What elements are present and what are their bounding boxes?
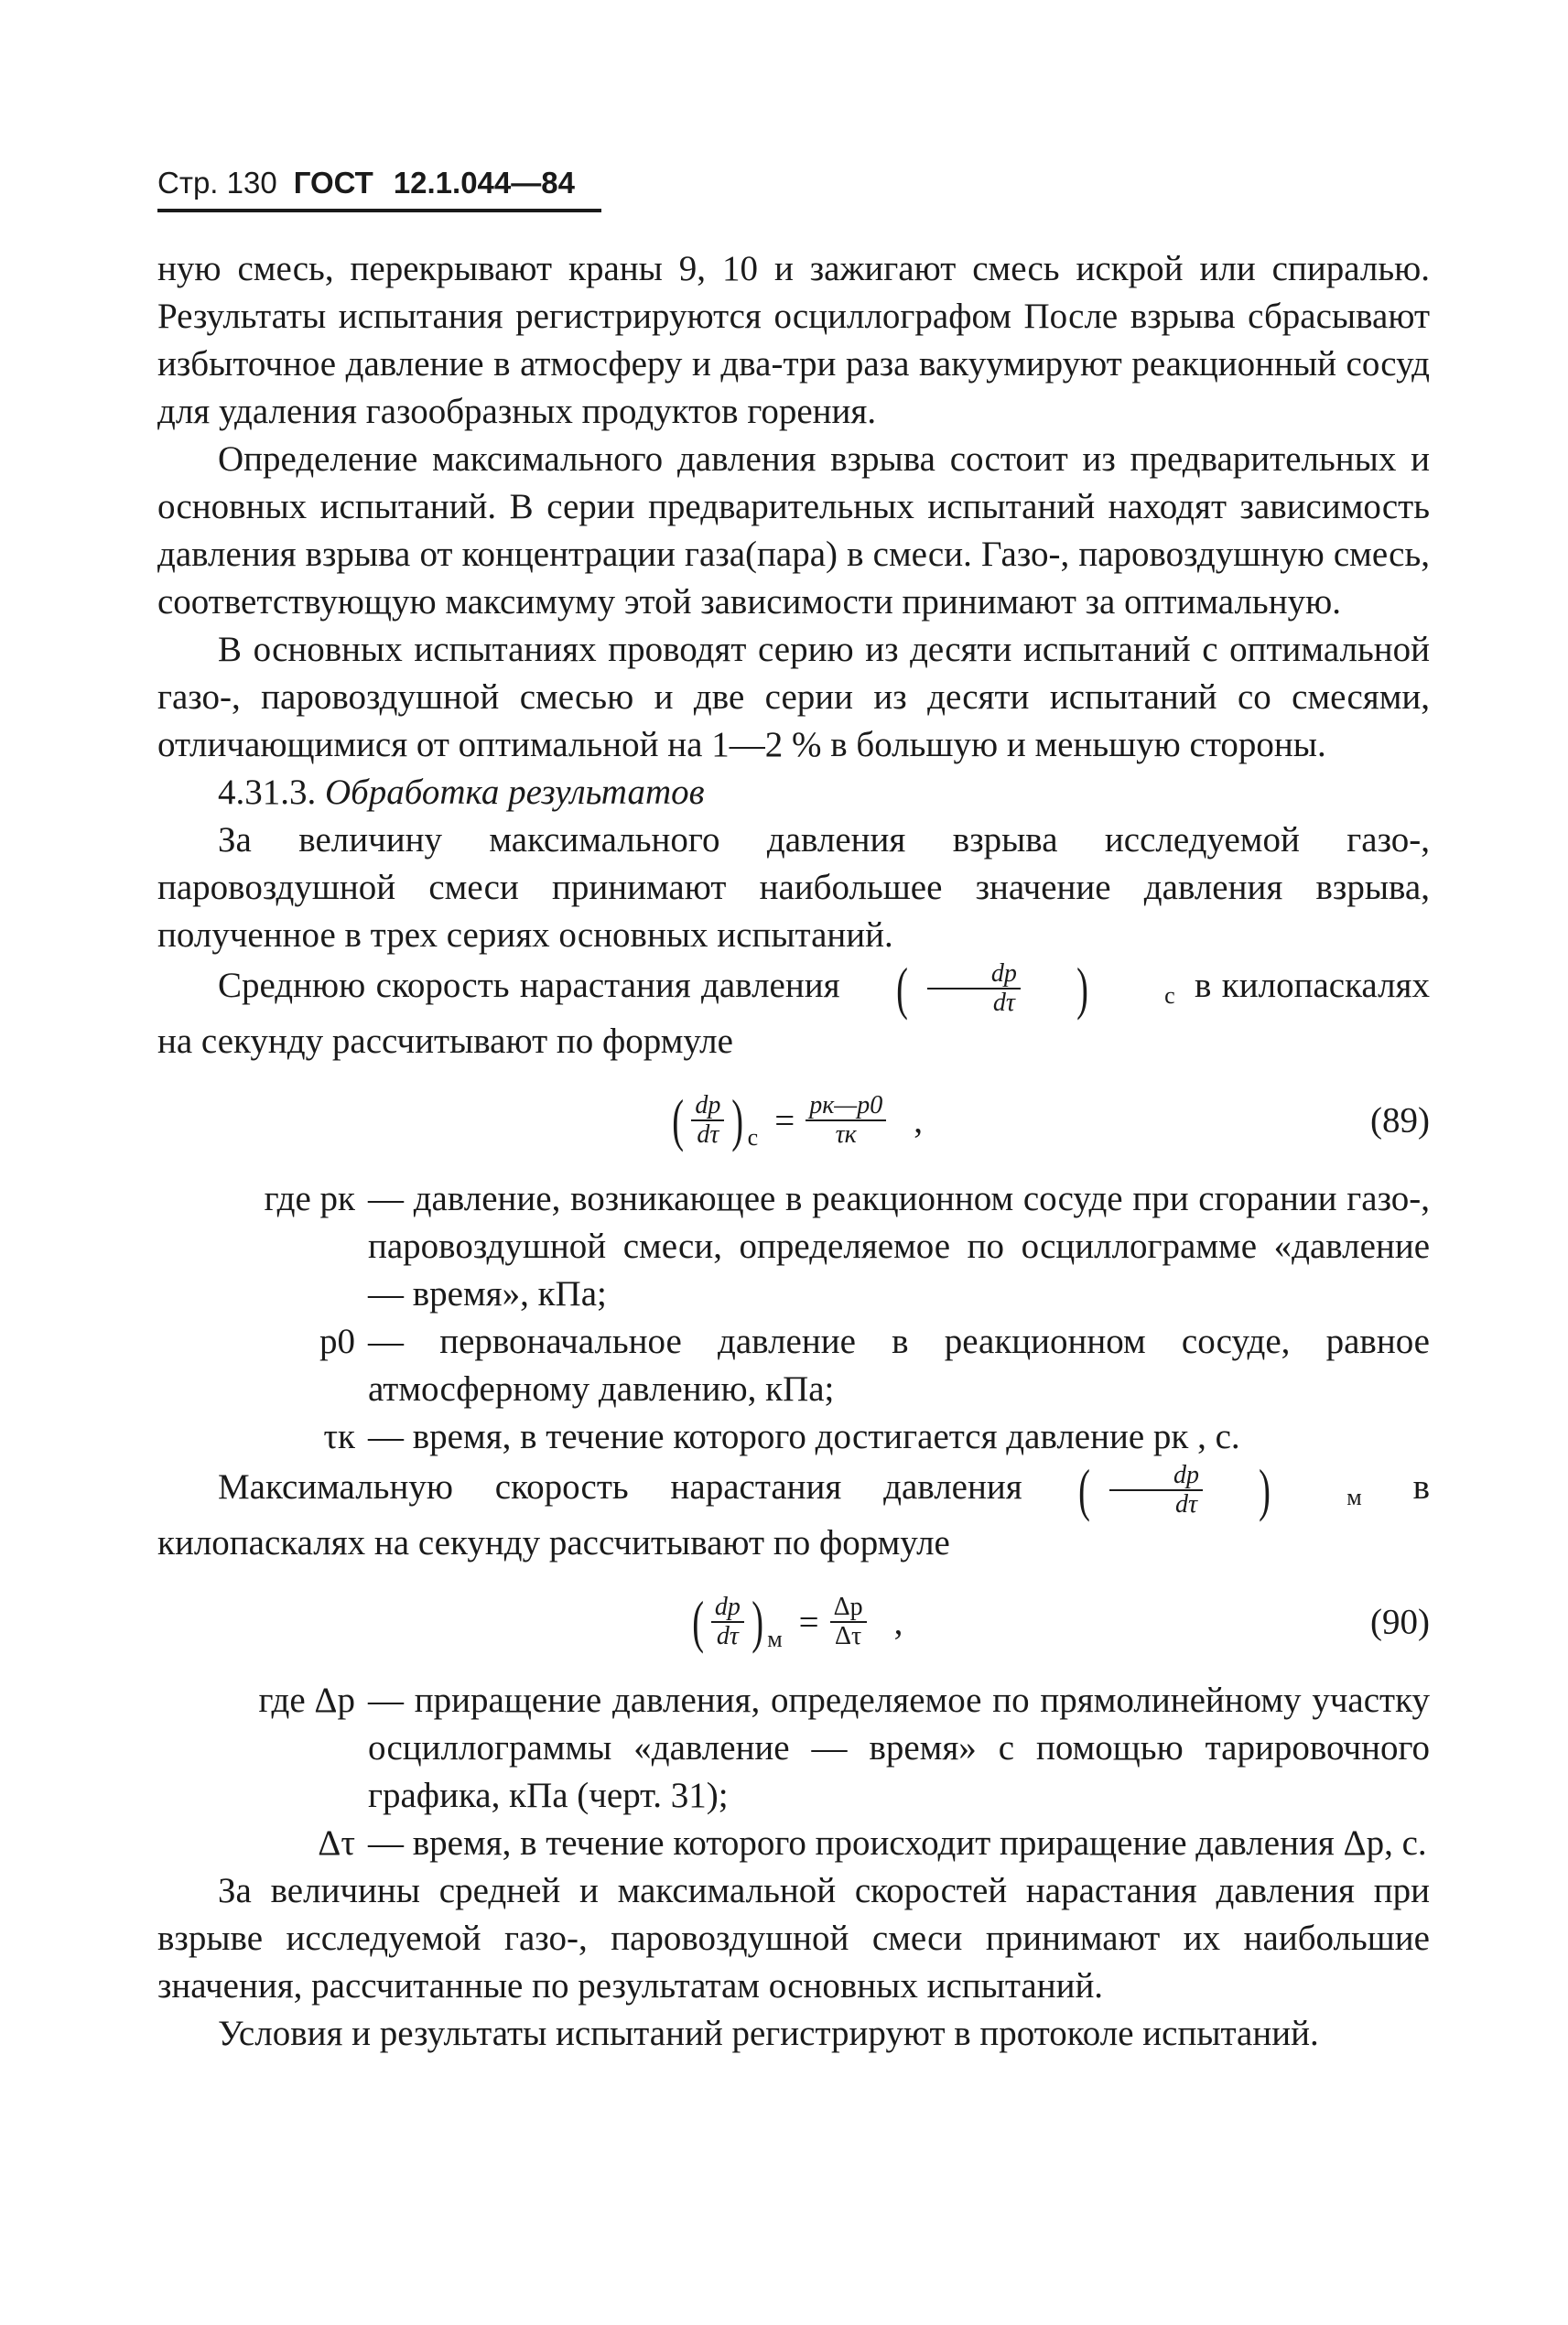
definition-row [157, 1318, 1430, 1413]
equation-number-90: (90) [1370, 1602, 1430, 1642]
paragraph-4: За величину максимального давления взрыва исследуемой газо-, паровоздушной смеси принимают наибольшее значение давления взрыва, полученное в трех сериях основных испытаний. [157, 820, 1430, 955]
comma: , [893, 1602, 903, 1642]
paragraph-6-lead: Максимальную скорость нарастания давления [218, 1466, 1022, 1507]
header-rule [157, 209, 601, 212]
definitions-89 [157, 1175, 1430, 1461]
paragraph-5-tail: в килопаскалях на секунду рассчитывают по формуле [157, 965, 1430, 1061]
definition-symbol: где Δp [258, 1681, 355, 1720]
frac-num: Δp [830, 1594, 867, 1623]
paragraph-6 [157, 1457, 1431, 1567]
frac-num: dp [711, 1594, 744, 1623]
equals-sign: = [798, 1602, 819, 1642]
definition-text: — приращение давления, определяемое по прямолинейному участку осциллограммы «давление — время» с помощью тарировочного графика, кПа (черт. 31); [368, 1681, 1430, 1815]
definition-row [157, 1820, 1430, 1867]
frac-num: dp [691, 1092, 724, 1121]
frac-den: dτ [716, 1622, 739, 1650]
frac-num: dp [1109, 1462, 1203, 1491]
standard-label: ГОСТ [293, 166, 373, 200]
frac-den: dτ [697, 1120, 719, 1149]
frac-den: dτ [992, 989, 1015, 1017]
inline-derivative-mean: ( $\frac{dp}{d\tau}$ ) с [895, 956, 1175, 1021]
paragraph-5 [157, 956, 1430, 1065]
definition-row [157, 1413, 1430, 1461]
definition-row [157, 1175, 1430, 1318]
subscript-m: м [767, 1626, 783, 1652]
subscript-c: с [747, 1124, 759, 1151]
formula-89: ( $\frac{dp}{d\tau}$ ) с = $\frac{pк—p0}{\tau к}$ , (89) [672, 1087, 1430, 1152]
formula-90: ( $\frac{dp}{d\tau}$ ) м = $\frac{\Delta p}{\Delta\tau}$ , (90) [691, 1589, 1430, 1654]
subscript-m: м [1346, 1484, 1362, 1510]
page-label: Стр. 130 [157, 166, 277, 200]
definition-row [157, 1677, 1430, 1820]
definition-text: — время, в течение которого достигается давление pк , с. [368, 1417, 1240, 1456]
paragraph-5-lead: Среднюю скорость нарастания давления [218, 965, 840, 1005]
section-title: Обработка результатов [325, 773, 705, 812]
definition-symbol: τк [323, 1417, 355, 1456]
definition-symbol: p0 [319, 1322, 355, 1361]
definition-text: — время, в течение которого происходит приращение давления Δp, с. [368, 1823, 1427, 1863]
equals-sign: = [774, 1100, 795, 1141]
definitions-90 [157, 1677, 1430, 1867]
comma: , [914, 1100, 923, 1141]
paragraph-1: ную смесь, перекрывают краны 9, 10 и зажигают смесь искрой или спиралью. Результаты испытания регистрируются осциллографом После взрыва сбрасывают избыточное давление в атмосферу и два-три раза вакуумируют реакционный сосуд для удаления газообразных продуктов горения. [157, 249, 1430, 431]
paragraph-6-tail: в килопаскалях на секунду рассчитывают по формуле [157, 1466, 1431, 1563]
inline-derivative-max: ( $\frac{dp}{d\tau}$ ) м [1077, 1457, 1362, 1522]
paragraph-2: Определение максимального давления взрыва состоит из предварительных и основных испытаний. В серии предварительных испытаний находят зависимость давления взрыва от концентрации газа(пара) в смеси. Газо-, паровоздушную смесь, соответствующую максимуму этой зависимости принимают за оптимальную. [157, 439, 1430, 622]
frac-den: Δτ [835, 1622, 862, 1650]
definition-text: — первоначальное давление в реакционном сосуде, равное атмосферному давлению, кПа; [368, 1322, 1430, 1409]
frac-den: dτ [1174, 1490, 1197, 1519]
standard-number: 12.1.044—84 [393, 166, 575, 200]
section-number: 4.31.3. [218, 773, 317, 812]
page-header [157, 165, 1430, 201]
frac-num: dp [927, 960, 1021, 989]
frac-num: pк—p0 [806, 1092, 886, 1121]
paragraph-7: За величины средней и максимальной скоростей нарастания давления при взрыве исследуемой газо-, паровоздушной смеси принимают их наибольшие значения, рассчитанные по результатам основных испытаний. [157, 1871, 1430, 2006]
definition-text: — давление, возникающее в реакционном сосуде при сгорании газо-, паровоздушной смеси, определяемое по осциллограмме «давление — время», кПа; [368, 1179, 1430, 1314]
equation-number-89: (89) [1370, 1100, 1430, 1141]
document-page [157, 165, 1430, 2058]
definition-symbol: Δτ [318, 1823, 355, 1863]
paragraph-3: В основных испытаниях проводят серию из десяти испытаний с оптимальной газо-, паровоздушной смесью и две серии из десяти испытаний со смесями, отличающимися от оптимальной на 1—2 % в большую и меньшую стороны. [157, 630, 1430, 764]
subscript-c: с [1164, 982, 1175, 1009]
definition-symbol: где pк [264, 1179, 355, 1218]
frac-den: τк [835, 1120, 857, 1149]
paragraph-8: Условия и результаты испытаний регистрируют в протоколе испытаний. [218, 2014, 1319, 2053]
section-heading [157, 769, 1430, 816]
